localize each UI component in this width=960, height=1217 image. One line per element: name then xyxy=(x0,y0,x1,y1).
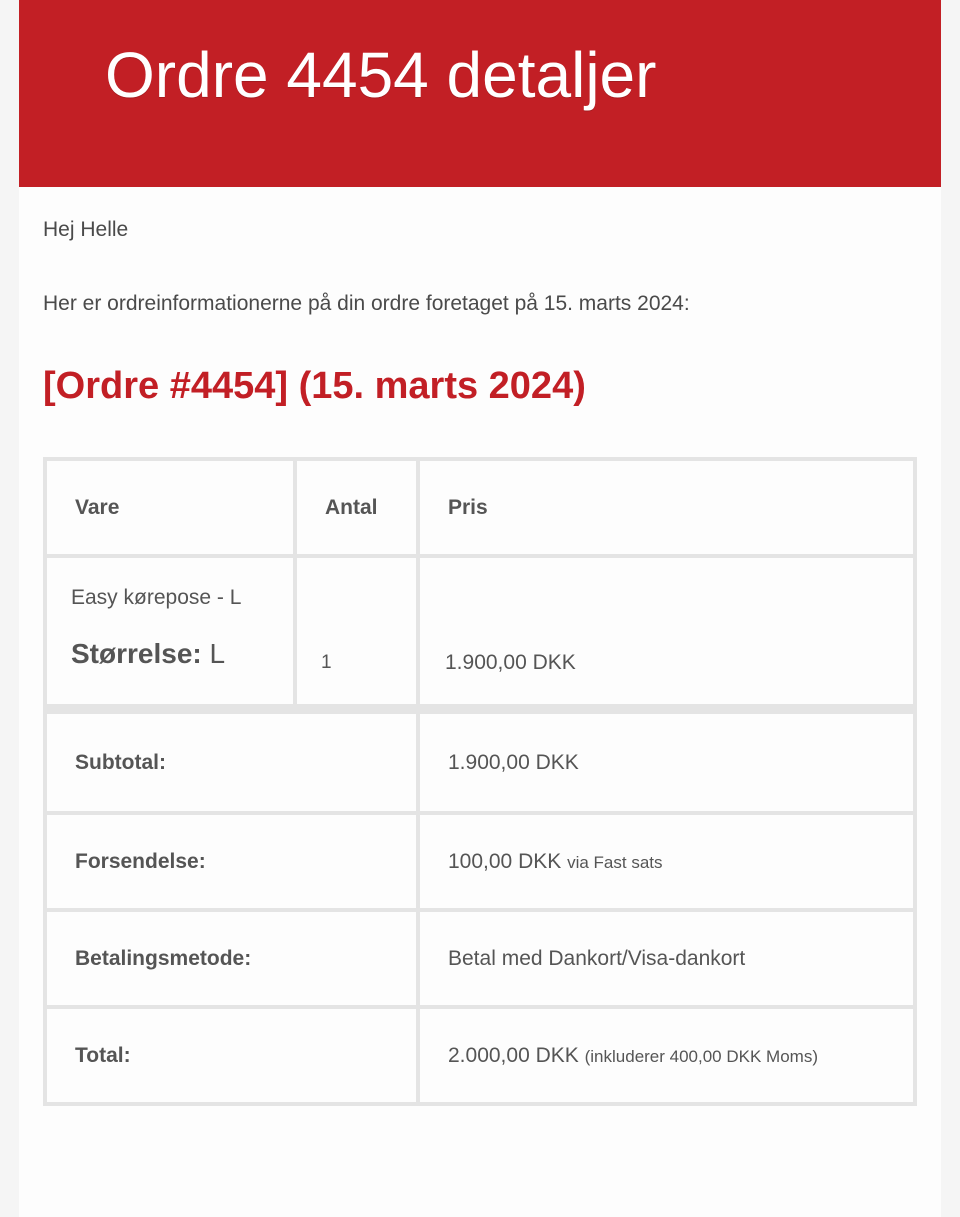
item-meta-label: Størrelse: xyxy=(71,638,202,669)
table-header-row xyxy=(45,459,915,556)
shipping-row xyxy=(45,813,915,910)
payment-row xyxy=(45,910,915,1007)
email-header xyxy=(19,0,941,187)
page-title: Ordre 4454 detaljer xyxy=(105,39,657,111)
intro-text: Her er ordreinformationerne på din ordre foretaget på 15. marts 2024: xyxy=(43,292,690,315)
header-product: Vare xyxy=(45,459,295,556)
table-row xyxy=(45,556,915,709)
payment-label: Betalingsmetode: xyxy=(45,910,418,1007)
order-heading: [Ordre #4454] (15. marts 2024) xyxy=(43,365,586,407)
total-value xyxy=(418,1007,915,1104)
total-amount: 2.000,00 DKK xyxy=(448,1043,579,1067)
total-tax-note: (inkluderer 400,00 DKK Moms) xyxy=(584,1046,818,1066)
item-cell xyxy=(45,556,295,709)
shipping-value xyxy=(418,813,915,910)
item-meta-value: L xyxy=(209,638,226,669)
greeting-text: Hej Helle xyxy=(43,218,129,241)
total-label: Total: xyxy=(45,1007,418,1104)
item-meta xyxy=(47,638,293,670)
shipping-method: via Fast sats xyxy=(567,852,663,872)
shipping-amount: 100,00 DKK xyxy=(448,849,562,873)
payment-value xyxy=(418,910,915,1007)
payment-method: Betal med Dankort/Visa-dankort xyxy=(448,946,746,970)
subtotal-amount: 1.900,00 DKK xyxy=(448,750,579,774)
header-price: Pris xyxy=(418,459,915,556)
item-price: 1.900,00 DKK xyxy=(418,556,915,709)
subtotal-value xyxy=(418,709,915,813)
order-table xyxy=(43,457,917,1106)
subtotal-row xyxy=(45,709,915,813)
item-name: Easy kørepose - L xyxy=(71,586,242,609)
shipping-label: Forsendelse: xyxy=(45,813,418,910)
email-content xyxy=(19,187,941,409)
item-quantity: 1 xyxy=(295,556,418,709)
order-email xyxy=(19,0,941,1217)
subtotal-label: Subtotal: xyxy=(45,709,418,813)
header-quantity: Antal xyxy=(295,459,418,556)
total-row xyxy=(45,1007,915,1104)
